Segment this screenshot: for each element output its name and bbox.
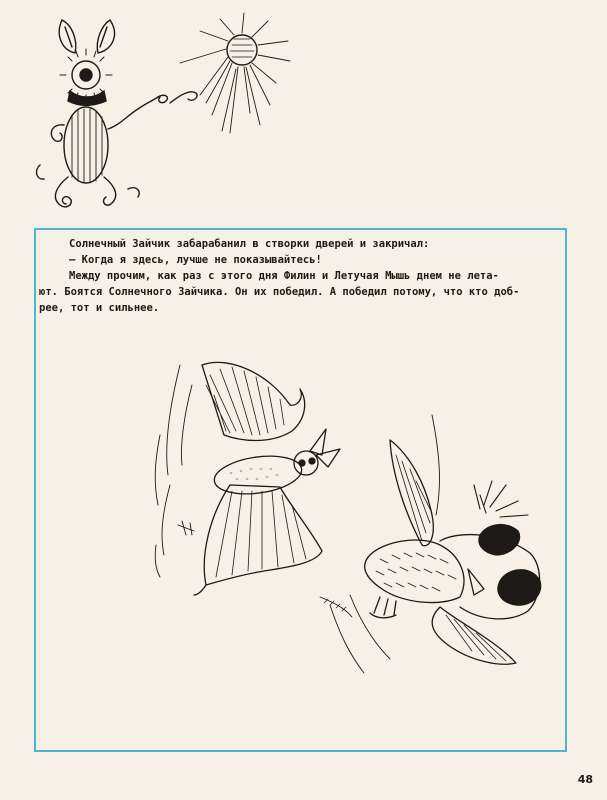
sun-hare-illustration <box>20 5 320 220</box>
story-line-1: Солнечный Зайчик забарабанил в створки дверей и закричал: <box>69 238 430 250</box>
story-line-3: Между прочим, как раз с этого дня Филин и Летучая Мышь днем не летa- <box>69 270 499 282</box>
story-line-4: ют. Боятся Солнечного Зайчика. Он их победил. А победил потому, что кто доб- <box>39 286 520 298</box>
page-number: 48 <box>577 773 593 786</box>
bat-and-owl-illustration <box>140 345 560 695</box>
story-text <box>39 236 569 316</box>
story-line-5: рее, тот и сильнее. <box>39 302 160 314</box>
story-line-2: — Когда я здесь, лучше не показывайтесь! <box>69 254 322 266</box>
